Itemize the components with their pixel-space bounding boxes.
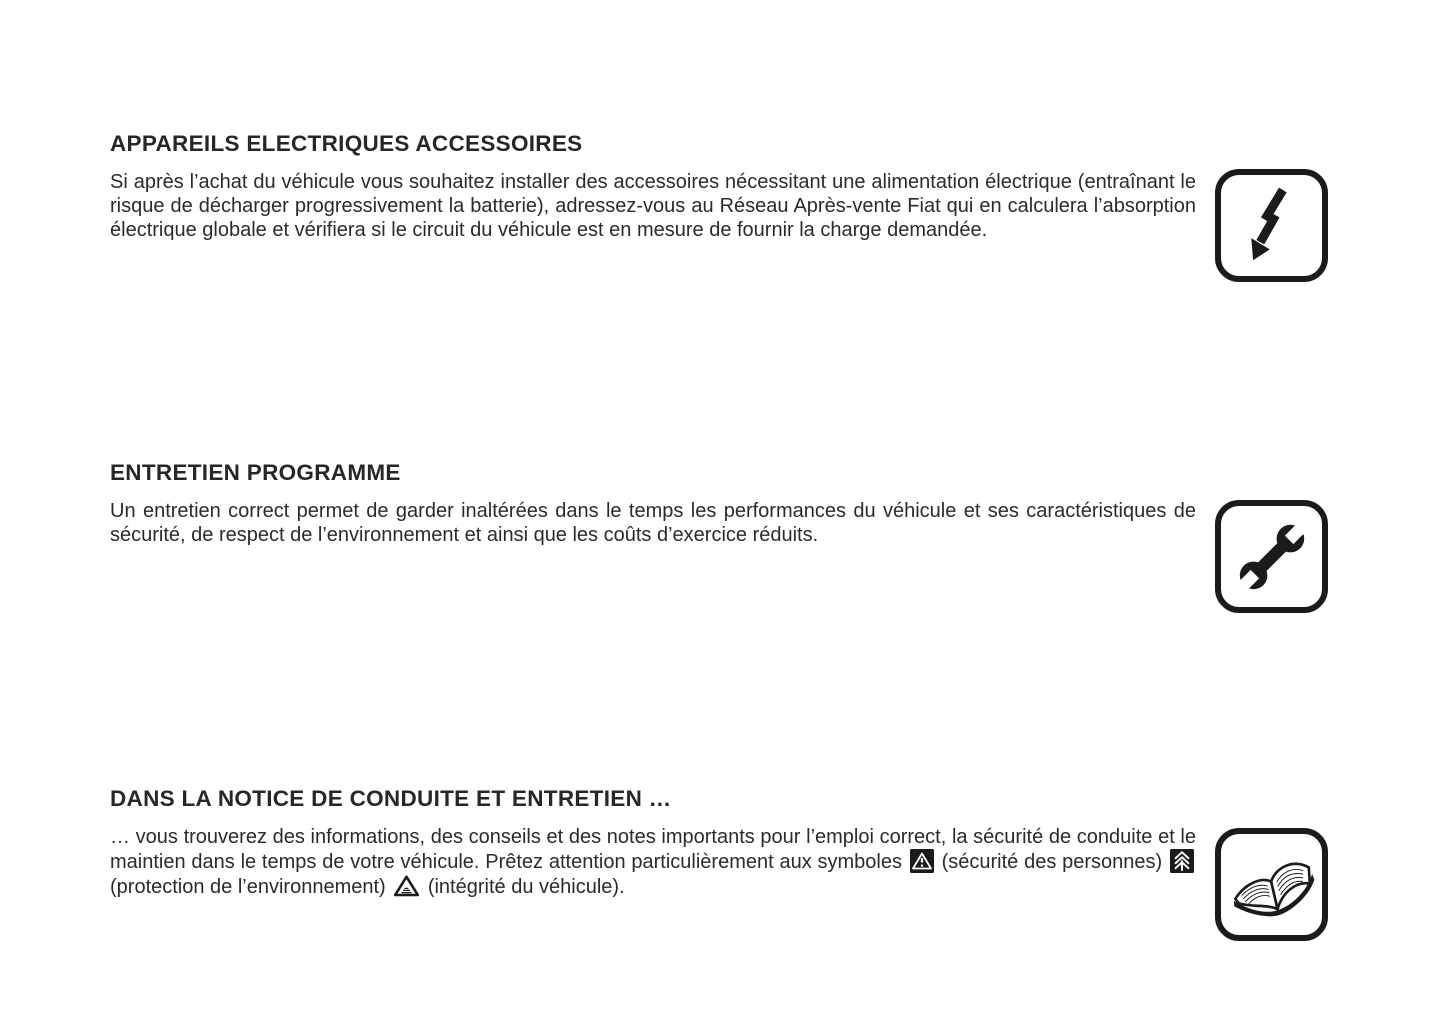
environment-tree-icon xyxy=(1170,849,1194,873)
section-body: Un entretien correct permet de garder inaltérées dans le temps les performances du véhicule et ses caractéristiques de sécurité, de respect de l’environnement et ainsi que les coûts d’exercice réduits. xyxy=(110,500,1196,546)
high-voltage-icon xyxy=(1215,169,1328,282)
section-title: DANS LA NOTICE DE CONDUITE ET ENTRETIEN … xyxy=(110,786,672,811)
section-title: APPAREILS ELECTRIQUES ACCESSOIRES xyxy=(110,131,583,156)
section-handbook-notes xyxy=(110,786,1196,899)
symbol-label: (protection de l’environnement) xyxy=(110,876,386,898)
section-title: ENTRETIEN PROGRAMME xyxy=(110,460,401,485)
section-scheduled-maintenance xyxy=(110,460,1196,547)
symbol-label: (intégrité du véhicule). xyxy=(427,876,625,898)
section-electrical-accessories xyxy=(110,131,1196,242)
section-body-intro: … vous trouverez des informations, des conseils et des notes importants pour l’emploi correct, la sécurité de conduite et le maintien dans le temps de votre véhicule. Prêtez attention particulièrement aux symboles xyxy=(110,826,1196,873)
wrench-icon xyxy=(1215,500,1328,613)
vehicle-integrity-icon xyxy=(393,874,420,898)
section-body xyxy=(110,825,1196,899)
open-book-icon xyxy=(1215,828,1328,941)
section-body: Si après l’achat du véhicule vous souhaitez installer des accessoires nécessitant une alimentation électrique (entraînant le risque de décharger progressivement la batterie), adressez-vous au Réseau Après-vente Fiat qui en calculera l’absorption électrique globale et vérifiera si le circuit du véhicule est en mesure de fournir la charge demandée. xyxy=(110,171,1196,241)
safety-warning-icon xyxy=(910,849,934,873)
symbol-label: (sécurité des personnes) xyxy=(941,851,1163,873)
